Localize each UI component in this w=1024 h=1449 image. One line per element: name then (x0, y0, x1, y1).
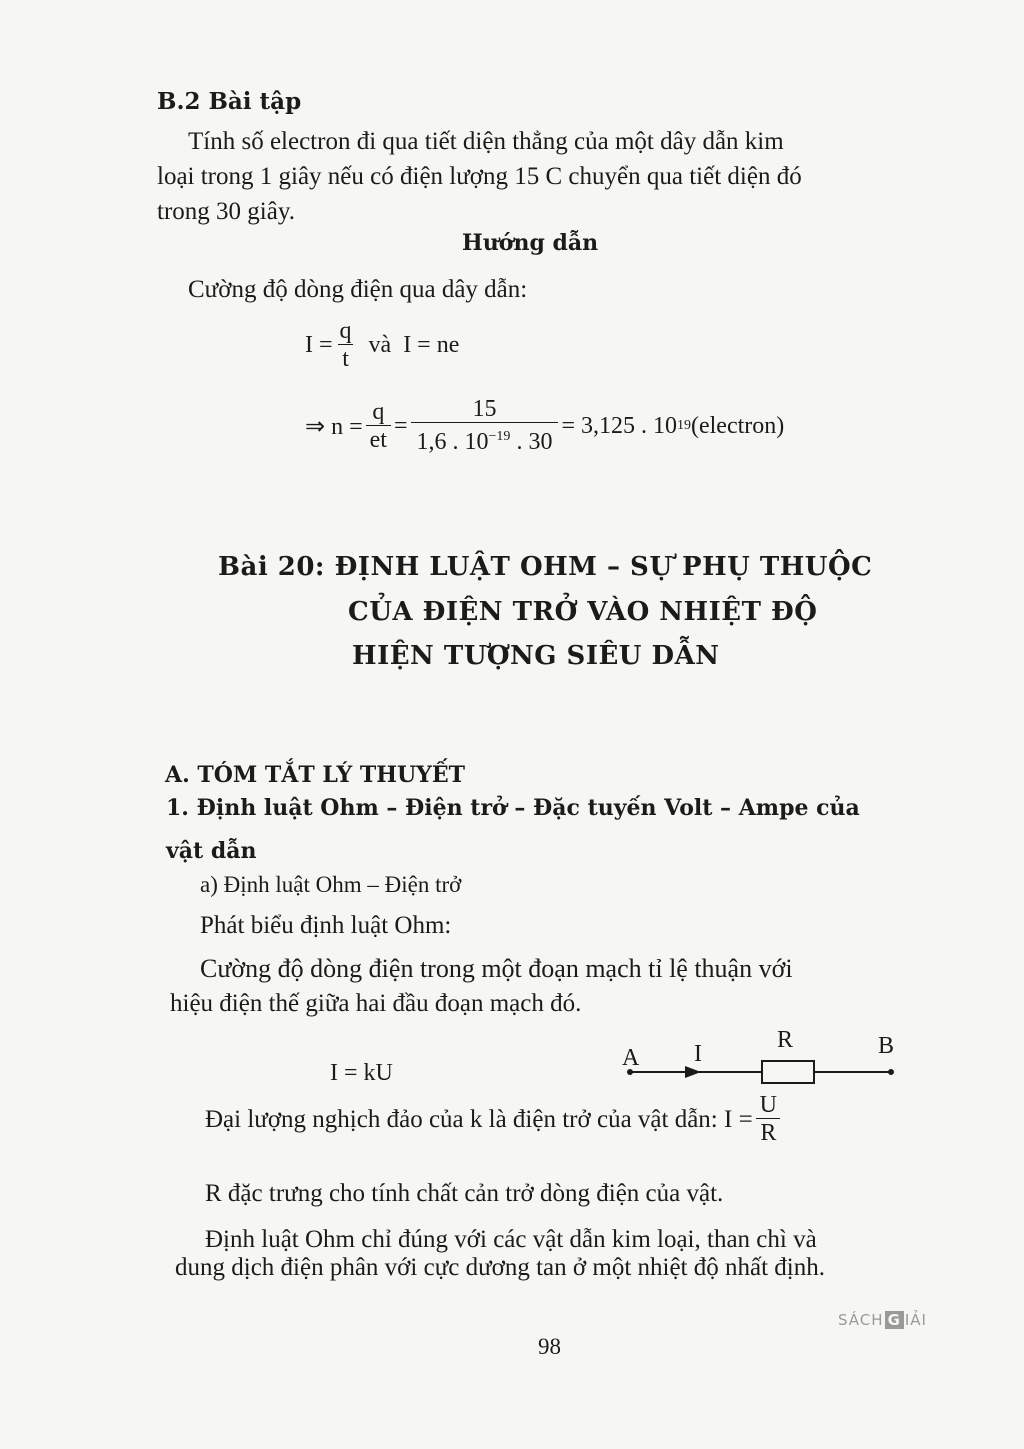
problem-line-2: loại trong 1 giây nếu có điện lượng 15 C chuyển qua tiết diện đó (157, 163, 802, 190)
label-r: R (777, 1027, 794, 1053)
lesson-title-line-2: CỦA ĐIỆN TRỞ VÀO NHIỆT ĐỘ (348, 597, 818, 627)
theory-heading: A. TÓM TẮT LÝ THUYẾT (165, 762, 466, 788)
logo-mid: G (885, 1311, 904, 1329)
fraction-numerator: q (339, 318, 352, 344)
label-i: I (694, 1041, 702, 1067)
logo-right: IẢI (904, 1311, 927, 1329)
fraction-q-over-t (336, 318, 356, 373)
result-unit: (electron) (690, 412, 785, 439)
result-value: = 3,125 . 10 (561, 412, 677, 439)
problem-line-1: Tính số electron đi qua tiết diện thẳng của một dây dẫn kim (188, 128, 784, 155)
fraction-denominator: t (338, 344, 353, 373)
formula-lhs: I = (305, 332, 333, 358)
circuit-diagram (615, 1025, 905, 1095)
formula-electron-count (305, 396, 784, 456)
inverse-relation (205, 1092, 784, 1147)
formula-ine: I = ne (403, 332, 460, 358)
statement-label: Phát biểu định luật Ohm: (200, 912, 452, 939)
fraction-values (411, 396, 559, 456)
formula-current (305, 318, 459, 373)
fraction-denominator (411, 422, 559, 456)
label-b: B (878, 1033, 895, 1059)
guide-line: Cường độ dòng điện qua dây dẫn: (188, 276, 528, 303)
fraction-numerator: 15 (472, 396, 497, 422)
node-b (888, 1069, 894, 1075)
r-characteristic: R đặc trưng cho tính chất cản trở dòng điện của vật. (205, 1180, 724, 1207)
ohm-validity-line-2: dung dịch điện phân với cực dương tan ở một nhiệt độ nhất định. (175, 1254, 825, 1281)
fraction-q-over-et (366, 399, 391, 454)
label-a: A (622, 1045, 640, 1071)
current-arrow (685, 1066, 701, 1078)
resistor-symbol (762, 1061, 814, 1083)
formula2-lhs: ⇒ n = (305, 413, 363, 440)
equals-sign: = (393, 412, 408, 439)
den-part-b: . 30 (510, 429, 553, 455)
subsection-heading-line-1: 1. Định luật Ohm – Điện trở – Đặc tuyến Volt – Ampe của (166, 795, 860, 821)
ohm-validity-line-1: Định luật Ohm chỉ đúng với các vật dẫn kim loại, than chì và (205, 1226, 817, 1253)
fraction-numerator: q (372, 398, 385, 425)
page-number: 98 (538, 1334, 561, 1359)
statement-line-2: hiệu điện thế giữa hai đầu đoạn mạch đó. (170, 990, 582, 1017)
den-exponent: −19 (488, 429, 511, 444)
lesson-title-line-3: HIỆN TƯỢNG SIÊU DẪN (352, 641, 720, 671)
result-exponent: 19 (676, 418, 691, 433)
fraction-denominator: R (756, 1118, 780, 1147)
den-part-a: 1,6 . 10 (416, 429, 489, 455)
inverse-text: Đại lượng nghịch đảo của k là điện trở của vật dẫn: I = (205, 1105, 753, 1133)
connector-text: và (368, 332, 392, 358)
problem-line-3: trong 30 giây. (157, 198, 295, 225)
guide-title: Hướng dẫn (462, 230, 599, 256)
formula-i-equals-ku: I = kU (330, 1060, 393, 1086)
section-heading: B.2 Bài tập (157, 88, 302, 115)
item-a: a) Định luật Ohm – Điện trở (200, 872, 462, 897)
statement-line-1: Cường độ dòng điện trong một đoạn mạch tỉ lệ thuận với (200, 954, 793, 983)
fraction-denominator: et (366, 425, 391, 454)
fraction-u-over-r (756, 1092, 781, 1147)
logo-left: SÁCH (838, 1311, 884, 1329)
subsection-heading-line-2: vật dẫn (166, 838, 257, 864)
fraction-numerator: U (759, 1092, 778, 1118)
lesson-title-line-1: Bài 20: ĐỊNH LUẬT OHM – SỰ PHỤ THUỘC (218, 552, 873, 582)
publisher-logo (838, 1311, 927, 1329)
